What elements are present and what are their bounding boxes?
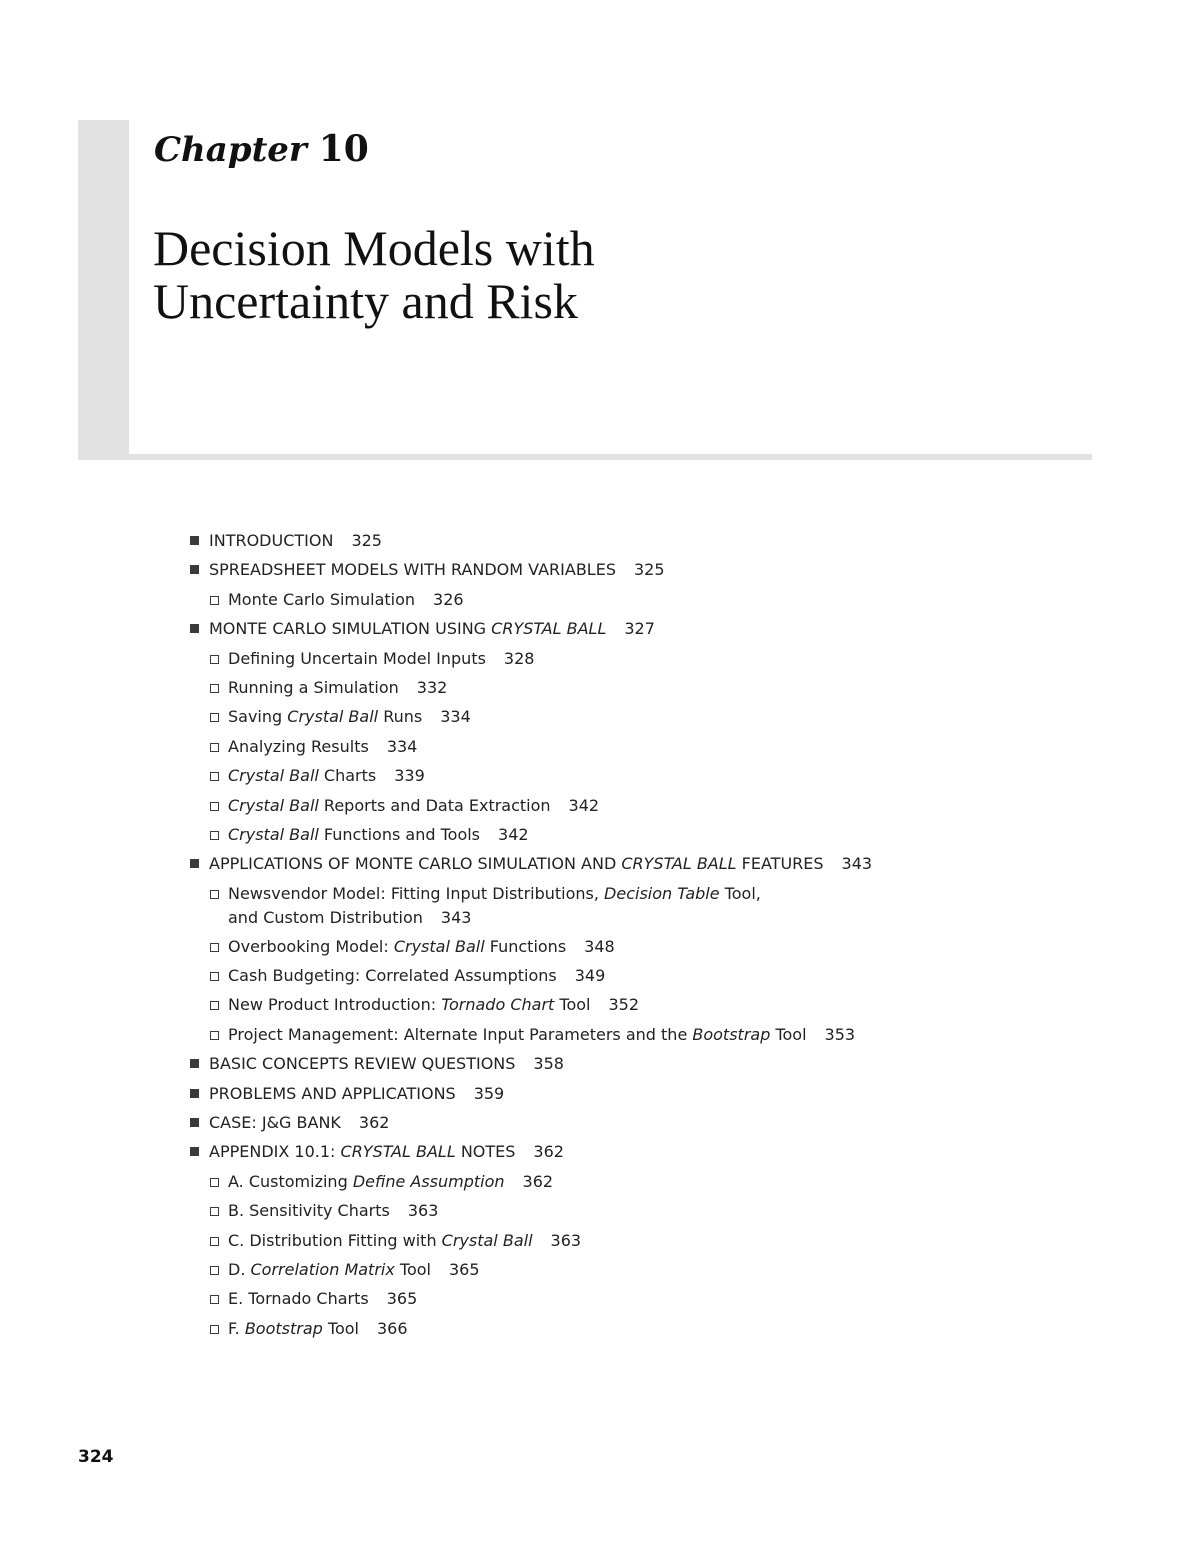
toc-subentry: [188, 963, 872, 992]
hollow-square-bullet-icon: [210, 1178, 219, 1187]
toc-entry-italic-text: Bootstrap: [244, 1318, 323, 1338]
hollow-square-bullet-icon: [210, 1325, 219, 1334]
hollow-square-bullet-icon: [210, 1001, 219, 1010]
toc-entry-text: CASE: J&G BANK: [209, 1113, 341, 1133]
toc-subentry: [188, 881, 872, 934]
hollow-square-bullet-icon: [210, 1031, 219, 1040]
toc-entry: [188, 1051, 872, 1080]
toc-page-number: 342: [498, 824, 529, 844]
toc-entry-italic-text: Crystal Ball: [228, 766, 319, 786]
hollow-square-bullet-icon: [210, 831, 219, 840]
toc-entry-text: A. Customizing: [228, 1171, 353, 1191]
toc-entry-text-after: Functions and Tools: [318, 824, 481, 844]
toc-entry-text: Cash Budgeting: Correlated Assumptions: [228, 966, 557, 986]
toc-entry: [188, 1139, 872, 1168]
toc-subentry: [188, 1316, 872, 1345]
toc-subentry: [188, 934, 872, 963]
toc-page-number: 328: [503, 648, 535, 668]
toc-page-number: 332: [416, 677, 448, 697]
toc-page-number: 358: [533, 1054, 564, 1074]
toc-entry-text: Saving: [228, 707, 288, 727]
chapter-label: [154, 128, 369, 170]
toc-entry-text: B. Sensitivity Charts: [228, 1201, 390, 1221]
toc-subentry: [188, 822, 872, 851]
toc-entry-text: D.: [228, 1259, 251, 1279]
toc-entry-text-after: NOTES: [455, 1142, 516, 1162]
toc-entry-text: INTRODUCTION: [209, 531, 334, 550]
toc-page-number: 325: [633, 560, 665, 580]
toc-page-number: 343: [841, 854, 873, 874]
toc-entry-text-after: Reports and Data Extraction: [318, 795, 551, 815]
hollow-square-bullet-icon: [210, 713, 219, 722]
toc-page-number: 353: [824, 1024, 856, 1044]
chapter-title: [153, 222, 595, 328]
hollow-square-bullet-icon: [210, 772, 219, 781]
chapter-number: 10: [318, 128, 369, 170]
toc-entry-italic-text: Bootstrap: [692, 1024, 771, 1044]
toc-entry-italic-text: CRYSTAL BALL: [491, 619, 607, 639]
toc-entry-italic-text: CRYSTAL BALL: [621, 854, 737, 874]
toc-subentry: [188, 1228, 872, 1257]
toc-entry-italic-text: Decision Table: [604, 883, 720, 903]
toc-entry-text: SPREADSHEET MODELS WITH RANDOM VARIABLES: [209, 560, 616, 580]
toc-entry: [188, 557, 872, 586]
hollow-square-bullet-icon: [210, 684, 219, 693]
toc-subentry: [188, 1169, 872, 1198]
toc-entry-italic-text: Correlation Matrix: [250, 1259, 395, 1279]
toc-page-number: 348: [584, 936, 615, 956]
toc-entry-text: Defining Uncertain Model Inputs: [228, 648, 486, 668]
toc-entry-text: APPENDIX 10.1:: [209, 1142, 341, 1162]
toc-entry-text-after: Tool: [394, 1259, 431, 1279]
toc-entry-text: New Product Introduction:: [228, 995, 442, 1015]
toc-entry-text-after: Runs: [378, 707, 423, 727]
toc-entry-text: APPLICATIONS OF MONTE CARLO SIMULATION AND: [209, 854, 622, 874]
chapter-title-line-2: Uncertainty and Risk: [153, 273, 578, 329]
toc-subentry: [188, 1198, 872, 1227]
hollow-square-bullet-icon: [210, 972, 219, 981]
toc-page-number: 359: [473, 1083, 505, 1103]
toc-entry-italic-text: Crystal Ball: [228, 824, 319, 844]
toc-subentry: [188, 675, 872, 704]
toc-entry-text-after: Charts: [318, 766, 377, 786]
toc-entry: [188, 528, 872, 557]
table-of-contents: [188, 528, 872, 1345]
toc-entry-italic-text: CRYSTAL BALL: [340, 1142, 456, 1162]
toc-subentry: [188, 793, 872, 822]
toc-entry-text: PROBLEMS AND APPLICATIONS: [209, 1083, 456, 1103]
hollow-square-bullet-icon: [210, 1237, 219, 1246]
hollow-square-bullet-icon: [210, 1266, 219, 1275]
chapter-word: Chapter: [154, 130, 307, 170]
filled-square-bullet-icon: [190, 1089, 199, 1098]
toc-subentry: [188, 704, 872, 733]
hollow-square-bullet-icon: [210, 802, 219, 811]
toc-entry-text: BASIC CONCEPTS REVIEW QUESTIONS: [209, 1054, 516, 1074]
toc-page-number: 362: [522, 1171, 554, 1191]
toc-subentry: [188, 587, 872, 616]
toc-entry-text: Project Management: Alternate Input Parameters and the: [228, 1024, 693, 1044]
toc-page-number: 334: [386, 736, 418, 756]
toc-entry-text: Analyzing Results: [228, 736, 369, 756]
toc-page-number: 362: [533, 1142, 564, 1162]
filled-square-bullet-icon: [190, 1118, 199, 1127]
toc-entry-text-after: Functions: [484, 936, 567, 956]
toc-subentry: [188, 646, 872, 675]
hollow-square-bullet-icon: [210, 743, 219, 752]
toc-entry-italic-text: Crystal Ball: [393, 936, 485, 956]
hollow-square-bullet-icon: [210, 596, 219, 605]
filled-square-bullet-icon: [190, 565, 199, 574]
filled-square-bullet-icon: [190, 859, 199, 868]
toc-page-number: 365: [449, 1259, 480, 1279]
toc-page-number: 326: [433, 589, 464, 609]
toc-entry: [188, 1110, 872, 1139]
toc-entry-text: Overbooking Model:: [228, 936, 394, 956]
toc-page-number: 363: [407, 1201, 439, 1221]
toc-page-number: 325: [351, 531, 382, 550]
toc-entry-text-after: Tool: [554, 995, 591, 1015]
toc-entry-text-after: FEATURES: [736, 854, 824, 874]
toc-page-number: 366: [376, 1318, 408, 1338]
toc-page-number: 342: [568, 795, 600, 815]
page-number: 324: [78, 1447, 114, 1467]
toc-entry-italic-text: Crystal Ball: [228, 795, 319, 815]
toc-page-number: 365: [386, 1289, 418, 1309]
toc-entry-text: E. Tornado Charts: [228, 1289, 369, 1309]
toc-entry-text-after: Tool,: [719, 883, 761, 903]
toc-page-number: 343: [440, 907, 472, 927]
toc-page-number: 349: [574, 966, 606, 986]
toc-entry-text: MONTE CARLO SIMULATION USING: [209, 619, 492, 639]
hollow-square-bullet-icon: [210, 655, 219, 664]
toc-entry-text: Newsvendor Model: Fitting Input Distributions,: [228, 883, 605, 903]
toc-entry-text: Monte Carlo Simulation: [228, 589, 416, 609]
toc-entry: [188, 851, 872, 880]
toc-entry-text-after: Tool: [322, 1318, 359, 1338]
filled-square-bullet-icon: [190, 536, 199, 545]
filled-square-bullet-icon: [190, 624, 199, 633]
toc-entry-text: C. Distribution Fitting with: [228, 1230, 442, 1250]
toc-subentry: [188, 1286, 872, 1315]
toc-entry-text: Running a Simulation: [228, 677, 399, 697]
toc-entry-text: and Custom Distribution: [228, 907, 423, 927]
toc-entry-text-after: Tool: [770, 1024, 807, 1044]
hollow-square-bullet-icon: [210, 890, 219, 899]
toc-page-number: 352: [608, 995, 640, 1015]
hollow-square-bullet-icon: [210, 1207, 219, 1216]
toc-entry: [188, 1081, 872, 1110]
filled-square-bullet-icon: [190, 1147, 199, 1156]
toc-subentry: [188, 763, 872, 792]
toc-entry-italic-text: Crystal Ball: [287, 707, 379, 727]
filled-square-bullet-icon: [190, 1059, 199, 1068]
chapter-sidebar-bar: [78, 120, 129, 460]
toc-entry-italic-text: Define Assumption: [352, 1171, 505, 1191]
toc-page-number: 363: [550, 1230, 582, 1250]
toc-subentry: [188, 734, 872, 763]
toc-subentry: [188, 992, 872, 1021]
toc-entry-italic-text: Tornado Chart: [441, 995, 555, 1015]
toc-subentry: [188, 1257, 872, 1286]
toc-subentry: [188, 1022, 872, 1051]
toc-page-number: 334: [440, 707, 471, 727]
chapter-title-line-1: Decision Models with: [153, 220, 595, 276]
hollow-square-bullet-icon: [210, 943, 219, 952]
toc-page-number: 362: [358, 1113, 390, 1133]
toc-entry-italic-text: Crystal Ball: [441, 1230, 533, 1250]
hollow-square-bullet-icon: [210, 1295, 219, 1304]
toc-entry-second-line: [228, 906, 872, 930]
chapter-header-rule: [78, 454, 1092, 460]
toc-page-number: 339: [394, 766, 425, 786]
toc-entry-text: F.: [228, 1318, 245, 1338]
toc-entry: [188, 616, 872, 645]
toc-page-number: 327: [624, 619, 655, 639]
